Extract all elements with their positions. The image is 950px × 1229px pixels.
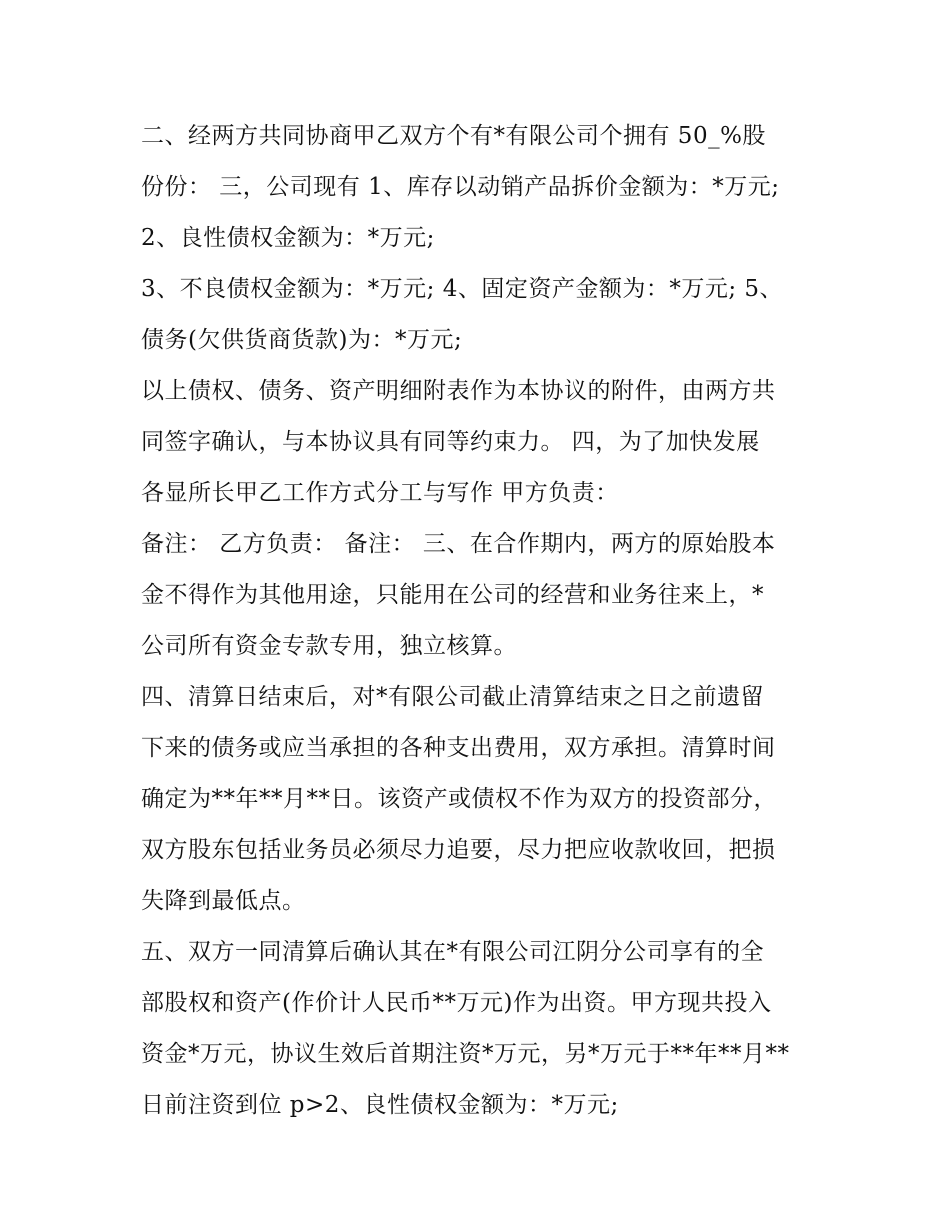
- text-line: 日前注资到位 p>2、良性债权金额为：*万元;: [141, 1092, 619, 1118]
- text-line: 五、双方一同清算后确认其在*有限公司江阴分公司享有的全: [141, 939, 764, 965]
- text-line: 债务(欠供货商货款)为：*万元;: [141, 327, 463, 353]
- text-line: 2、良性债权金额为：*万元;: [141, 225, 435, 251]
- text-line: 各显所长甲乙工作方式分工与写作 甲方负责：: [141, 480, 619, 506]
- text-line: 四、清算日结束后，对*有限公司截止清算结束之日之前遗留: [141, 684, 764, 710]
- text-line: 备注： 乙方负责： 备注： 三、在合作期内，两方的原始股本: [141, 531, 776, 557]
- text-line: 下来的债务或应当承担的各种支出费用，双方承担。清算时间: [141, 735, 776, 761]
- text-line: 金不得作为其他用途，只能用在公司的经营和业务往来上，*: [141, 582, 764, 608]
- text-line: 3、不良债权金额为：*万元; 4、固定资产金额为：*万元; 5、: [141, 276, 784, 302]
- text-line: 二、经两方共同协商甲乙双方个有*有限公司个拥有 50_%股: [141, 123, 766, 149]
- text-line: 部股权和资产(作价计人民币**万元)作为出资。甲方现共投入: [141, 990, 772, 1016]
- text-line: 确定为**年**月**日。该资产或债权不作为双方的投资部分，: [141, 786, 777, 812]
- text-line: 双方股东包括业务员必须尽力追要，尽力把应收款收回，把损: [141, 837, 776, 863]
- text-line: 失降到最低点。: [141, 888, 306, 914]
- text-line: 同签字确认，与本协议具有同等约束力。 四，为了加快发展: [141, 429, 760, 455]
- text-line: 份份： 三，公司现有 1、库存以动销产品拆价金额为：*万元;: [141, 174, 780, 200]
- document-body: [141, 111, 821, 1131]
- text-line: 以上债权、债务、资产明细附表作为本协议的附件，由两方共: [141, 378, 776, 404]
- text-line: 公司所有资金专款专用，独立核算。: [141, 633, 517, 659]
- text-line: 资金*万元，协议生效后首期注资*万元，另*万元于**年**月**: [141, 1041, 790, 1067]
